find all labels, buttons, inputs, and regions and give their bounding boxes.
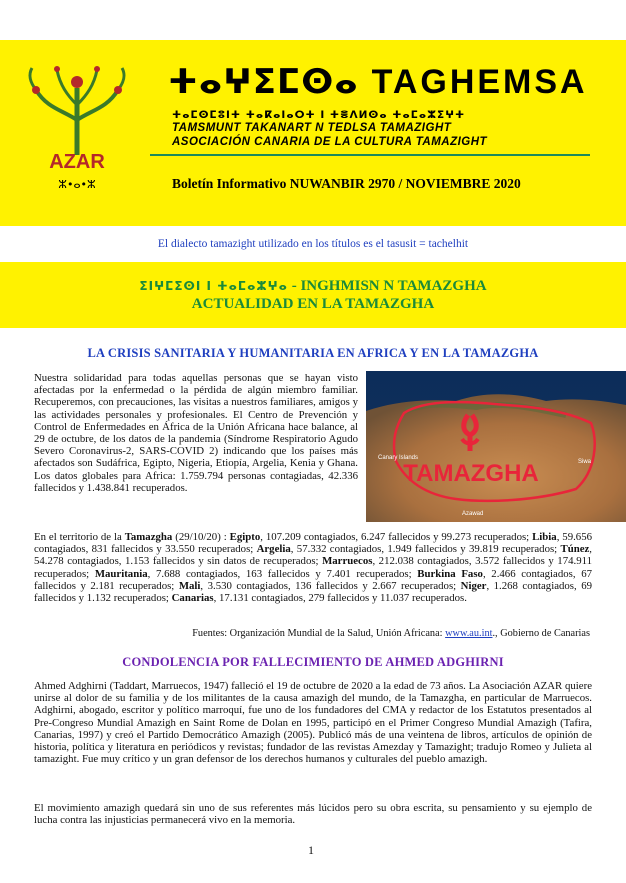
country-name: Mali [178,579,201,592]
dialect-note: El dialecto tamazight utilizado en los títulos es el tasusit = tachelhit [157,238,469,250]
country-stats: , 59.656 contagiados, 831 fallecidos y 33.550 recuperados; [34,531,592,556]
country-name: Burkina Faso [417,567,483,580]
article-condolence-paragraph-1: Ahmed Adghirni (Taddart, Marruecos, 1947) falleció el 19 de octubre de 2020 a la edad de 73 años. La Asociación AZAR quiere unirse al dolor de su familia y de los militantes de la causa amazigh del mundo, de la Tamazgha, en particular de Marruecos. Adghirni, abogado, escritor y político marroquí, fue uno de los fundadores del CMA y redactor de los Estatutos presentados al Pre-Congreso Mundial Amazigh en Saint Rome de Dolan en 1995, participó en el Primer Congreso Mundial Amazigh (Tafira, Canarias, 1997) y creó el Partido Democrático Amazigh (2005). Publicó más de una veintena de libros, artículos de opinión de historia, política y literatura en periódicos y revistas; fundador de las revistas Amezday y Tamazight; tradujo Romeo y Julieta al tamazight. Fue muy crítico y un gran defensor de los derechos humanos y culturales del pueblo amazigh. [34,680,592,766]
section-tifinagh: ⵉⵏⵖⵎⵉⵙⵏ ⵏ ⵜⴰⵎⴰⵣⵖⴰ [139,279,288,293]
country-name: Argelia [256,543,291,556]
country-name: Libia [532,531,557,543]
country-stats: , 3.530 contagiados, 136 fallecidos y 2.667 recuperados; [200,579,461,592]
article-condolence-paragraph-2: El movimiento amazigh quedará sin uno de sus referentes más lúcidos pero su obra escrita, su pensamiento y su ejemplo de lucha contra las injusticias permanecerá vivo en la memoria. [34,802,592,827]
newsletter-title [168,62,588,102]
subtitle-tamazight: TAMSMUNT TAKANART N TEDLSA TAMAZIGHT [172,122,452,134]
country-stats: , 54.278 contagiados, 1.153 fallecidos y sin datos de recuperados; [34,543,592,568]
article-title-condolence: CONDOLENCIA POR FALLECIMIENTO DE AHMED ADGHIRNI [122,655,504,669]
territory-intro: En el territorio de la [34,531,125,543]
country-name: Canarias [171,592,214,605]
map-label-canary-islands: Canary Islands [378,455,419,461]
country-name: Niger [460,579,487,592]
country-stats: , 2.466 contagiados, 67 fallecidos y 2.181 recuperados; [34,567,593,592]
section-band-line1 [0,278,626,295]
sources-suffix: ., Gobierno de Canarias [492,628,590,639]
subtitle-tifinagh: ⵜⴰⵎⵙⵎⵓⵏⵜ ⵜⴰⴽⴰⵏⴰⵔⵜ ⵏ ⵜⴻⴷⵍⵙⴰ ⵜⴰⵎⴰⵣⵉⵖⵜ [172,109,466,121]
country-name: Mauritania [94,567,148,580]
article-crisis-paragraph-2 [34,531,592,604]
territory-date: (29/10/20) : [172,531,230,543]
masthead [0,40,626,226]
section-latin: - INGHMISN N TAMAZGHA [287,278,487,294]
logo-tifinagh: ⵣ•ⴰ•ⵣ [58,178,96,191]
logo-text: AZAR [49,151,105,173]
subtitle-spanish: ASOCIACIÓN CANARIA DE LA CULTURA TAMAZIGHT [172,136,488,148]
country-stats: , 107.209 contagiados, 6.247 fallecidos y 99.273 recuperados; [260,531,533,543]
page-number: 1 [308,843,314,857]
sources-prefix: Fuentes: Organización Mundial de la Salud, Unión Africana: [192,628,446,639]
territory-name: Tamazgha [124,531,173,543]
map-label-tamazgha: TAMAZGHA [403,460,539,487]
header-divider [150,154,590,156]
country-stats: , 1.268 contagiados, 69 fallecidos y 1.132 recuperados; [34,579,592,605]
map-label-siwa: Siwa [578,459,592,465]
map-label-azawad: Azawad [462,511,484,517]
title-latin: TAGHEMSA [371,63,588,101]
country-name: Túnez [560,543,590,556]
country-name: Marruecos [322,555,373,568]
sources-link-au[interactable]: www.au.int [445,628,493,639]
title-tifinagh: ⵜⴰⵖⵉⵎⵙⴰ [168,62,359,102]
country-stats: , 7.688 contagiados, 163 fallecidos y 7.401 recuperados; [147,567,418,580]
country-name: Egipto [229,531,261,543]
azar-logo [22,60,132,200]
bulletin-issue: Boletín Informativo NUWANBIR 2970 / NOVIEMBRE 2020 [172,176,521,191]
article-crisis-paragraph-1: Nuestra solidaridad para todas aquellas personas que se hayan visto afectadas por la enfermedad o la pérdida de algún miembro familiar. Recuperemos, con precauciones, las visitas a nuestros familiares, amigos y las actividades personales y profesionales. El Centro de Prevención y Control de Enfermedades en África de la Unión Africana hace balance, al 29 de octubre, de los datos de la pandemia (Síndrome Respiratorio Agudo Severo Coronavirus-2, SARS-COVID 2) indicando que los países más afectados son Sudáfrica, Egipto, Nigeria, Etiopía, Argelia, Kenia y Ghana. Los datos globales para Africa: 1.759.794 personas contagiadas, 42.336 fallecidos y 1.438.841 recuperados. [34,372,358,494]
country-stats: , 57.332 contagiados, 1.949 fallecidos y 39.819 recuperados; [290,543,561,556]
article-title-crisis: LA CRISIS SANITARIA Y HUMANITARIA EN AFRICA Y EN LA TAMAZGHA [87,346,539,360]
tamazgha-map-image [366,371,626,522]
section-band-line2: ACTUALIDAD EN LA TAMAZGHA [191,296,435,312]
section-band [0,262,626,328]
country-stats: , 17.131 contagiados, 279 fallecidos y 11.037 recuperados. [213,592,467,605]
sources-line [34,628,590,639]
country-stats: , 212.038 contagiados, 3.572 fallecidos y 174.911 recuperados; [34,555,593,580]
